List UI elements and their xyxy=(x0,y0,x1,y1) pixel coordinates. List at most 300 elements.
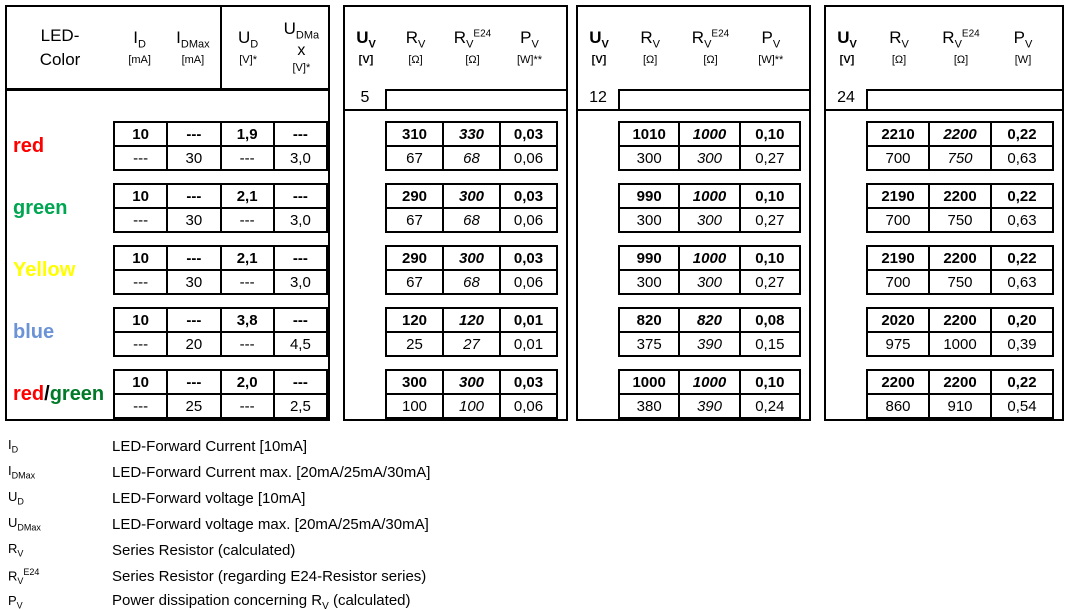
data-cell: 25 xyxy=(387,333,444,355)
data-cell: --- xyxy=(115,395,168,417)
data-cell: 2190 xyxy=(868,185,930,207)
symbol-label: $P_V$ xyxy=(520,28,539,51)
data-cell: --- xyxy=(168,185,221,207)
data-cell: 2020 xyxy=(868,309,930,331)
led-color-label-part: red xyxy=(13,382,45,405)
data-cell: 0,10 xyxy=(755,125,785,143)
led-color-label xyxy=(7,245,113,295)
data-cell: 1000 xyxy=(930,333,992,355)
data-cell: --- xyxy=(222,333,275,355)
data-row xyxy=(620,123,799,147)
unit-label: [V] xyxy=(839,53,855,66)
data-cell: 0,10 xyxy=(755,373,785,391)
data-row xyxy=(868,209,1052,231)
led-row-band xyxy=(7,183,328,233)
data-cell: --- xyxy=(168,123,221,145)
data-cell: --- xyxy=(115,209,168,231)
data-cell: --- xyxy=(292,125,308,143)
column-header xyxy=(501,7,558,88)
value-block xyxy=(385,121,558,171)
data-cell: 0,08 xyxy=(755,311,785,329)
data-cell: --- xyxy=(222,209,275,231)
unit-label: [mA] xyxy=(181,53,205,66)
data-cell: --- xyxy=(292,311,308,329)
data-row xyxy=(620,333,799,355)
unit-label: [V] xyxy=(358,53,374,66)
data-cell: 750 xyxy=(930,209,992,231)
supply-voltage-spacer-box xyxy=(618,89,809,109)
data-row xyxy=(620,247,799,271)
data-row xyxy=(387,271,556,293)
data-row xyxy=(868,371,1052,395)
data-cell: 820 xyxy=(680,309,740,331)
data-row xyxy=(115,247,326,271)
data-cell: 990 xyxy=(620,247,680,269)
supply-voltage-row xyxy=(345,88,566,111)
data-row xyxy=(620,185,799,209)
value-block xyxy=(618,307,801,357)
column-header xyxy=(826,7,868,88)
data-cell: --- xyxy=(292,373,308,391)
data-cell: 300 xyxy=(444,185,501,207)
legend-row xyxy=(8,589,1069,610)
data-row xyxy=(868,147,1052,169)
data-row xyxy=(115,123,326,147)
led-color-label-part: / xyxy=(44,382,50,405)
legend-description: LED-Forward Current max. [20mA/25mA/30mA] xyxy=(112,463,431,481)
group-header xyxy=(345,7,566,88)
data-cell: 25 xyxy=(168,395,221,417)
data-row xyxy=(620,371,799,395)
data-cell: 120 xyxy=(387,309,444,331)
data-cell: 390 xyxy=(680,395,740,417)
unit-label: [W] xyxy=(1014,53,1032,66)
data-cell: 330 xyxy=(444,123,501,145)
data-cell: 67 xyxy=(387,147,444,169)
value-block xyxy=(113,369,328,419)
voltage-group-12v xyxy=(576,5,811,421)
symbol-label: $R_V$ xyxy=(640,28,660,51)
value-block xyxy=(618,369,801,419)
data-cell: --- xyxy=(115,271,168,293)
supply-voltage-spacer-box xyxy=(866,89,1062,109)
data-cell: 2,1 xyxy=(222,185,275,207)
data-cell: --- xyxy=(115,147,168,169)
legend-description: Series Resistor (calculated) xyxy=(112,541,296,559)
data-cell: 0,01 xyxy=(513,311,544,329)
data-row xyxy=(387,309,556,333)
legend-symbol: $I_{DMax}$ xyxy=(8,463,36,481)
symbol-label: $P_V$ xyxy=(1013,28,1033,51)
legend-row xyxy=(8,563,1069,589)
column-header xyxy=(113,7,166,88)
data-row xyxy=(115,271,326,293)
data-cell: 30 xyxy=(168,271,221,293)
data-cell: 300 xyxy=(680,271,740,293)
data-cell: 0,22 xyxy=(1007,249,1037,267)
column-header xyxy=(345,7,387,88)
data-cell: 0,03 xyxy=(513,373,544,391)
data-cell: 67 xyxy=(387,271,444,293)
data-row xyxy=(387,147,556,169)
column-header xyxy=(868,7,930,88)
data-cell: 300 xyxy=(680,147,740,169)
data-row xyxy=(868,247,1052,271)
data-cell: 1000 xyxy=(680,185,740,207)
data-cell: 3,0 xyxy=(289,273,311,291)
value-block xyxy=(866,121,1054,171)
data-row xyxy=(620,395,799,417)
data-cell: 3,0 xyxy=(289,211,311,229)
legend-description: LED-Forward Current [10mA] xyxy=(112,437,308,455)
legend-row xyxy=(8,485,1069,511)
data-cell: 68 xyxy=(444,147,501,169)
value-block xyxy=(866,245,1054,295)
voltage-groups xyxy=(330,5,1064,421)
value-block xyxy=(385,369,558,419)
data-cell: 300 xyxy=(444,371,501,393)
data-cell: 10 xyxy=(115,247,168,269)
unit-label: [Ω] xyxy=(465,53,480,66)
led-row-band xyxy=(618,121,801,171)
data-cell: 2200 xyxy=(930,247,992,269)
led-color-label-part: green xyxy=(13,196,68,219)
symbol-label: $R_V$ xyxy=(405,28,426,51)
data-cell: 0,27 xyxy=(755,149,785,167)
data-row xyxy=(868,395,1052,417)
led-row-band xyxy=(385,245,558,295)
symbol-label: $P_V$ xyxy=(761,28,781,51)
data-cell: 2200 xyxy=(930,185,992,207)
data-cell: 300 xyxy=(387,371,444,393)
data-cell: 0,06 xyxy=(513,273,544,291)
led-row-band xyxy=(385,121,558,171)
data-cell: 0,27 xyxy=(755,211,785,229)
symbol-label: $I_{DMax}$ xyxy=(176,28,210,51)
data-row xyxy=(115,147,326,169)
data-cell: 2,5 xyxy=(289,397,311,415)
data-cell: 0,20 xyxy=(1007,311,1037,329)
group-header xyxy=(578,7,809,88)
led-color-label xyxy=(7,183,113,233)
led-row-band xyxy=(7,369,328,419)
led-color-label-part: blue xyxy=(13,320,55,343)
symbol-label: $R_V^{E24}$ xyxy=(453,28,492,51)
data-row xyxy=(387,123,556,147)
led-row-band xyxy=(866,245,1054,295)
value-block xyxy=(866,369,1054,419)
voltage-group-5v xyxy=(343,5,568,421)
data-cell: 2,0 xyxy=(222,371,275,393)
data-cell: 2,1 xyxy=(222,247,275,269)
data-cell: 1000 xyxy=(680,371,740,393)
data-row xyxy=(868,309,1052,333)
data-cell: 1000 xyxy=(620,371,680,393)
data-cell: 910 xyxy=(930,395,992,417)
data-cell: 700 xyxy=(868,147,930,169)
value-block xyxy=(113,121,328,171)
data-row xyxy=(620,309,799,333)
value-block xyxy=(618,245,801,295)
data-row xyxy=(387,185,556,209)
led-row-band xyxy=(618,369,801,419)
data-cell: 0,63 xyxy=(1007,211,1037,229)
unit-label: [Ω] xyxy=(891,53,907,66)
data-cell: 0,54 xyxy=(1007,397,1037,415)
group-header-columns xyxy=(387,7,558,88)
data-cell: 860 xyxy=(868,395,930,417)
data-cell: 300 xyxy=(444,247,501,269)
group-body xyxy=(578,111,809,419)
led-row-band xyxy=(385,307,558,357)
data-cell: 975 xyxy=(868,333,930,355)
data-cell: 20 xyxy=(168,333,221,355)
data-cell: 0,15 xyxy=(755,335,785,353)
legend-symbol: $P_V$ xyxy=(8,593,23,610)
led-color-label xyxy=(7,307,113,357)
symbol-label: $U_D$ xyxy=(238,28,259,51)
data-cell: 0,10 xyxy=(755,249,785,267)
symbol-label: $U_V$ xyxy=(589,28,609,51)
legend-symbol: $R_V^{E24}$ xyxy=(8,566,40,586)
data-cell: 68 xyxy=(444,209,501,231)
data-row xyxy=(868,123,1052,147)
data-cell: 2200 xyxy=(868,371,930,393)
voltage-group-24v xyxy=(824,5,1064,421)
led-color-label-part: green xyxy=(49,382,105,405)
data-cell: 700 xyxy=(868,271,930,293)
data-cell: 0,24 xyxy=(755,397,785,415)
value-block xyxy=(866,307,1054,357)
column-header xyxy=(680,7,740,88)
column-header xyxy=(387,7,444,88)
data-cell: 1000 xyxy=(680,247,740,269)
data-cell: --- xyxy=(115,333,168,355)
led-row-band xyxy=(385,369,558,419)
data-cell: 10 xyxy=(115,309,168,331)
legend xyxy=(0,433,1069,610)
data-cell: 27 xyxy=(444,333,501,355)
led-color-label-part: red xyxy=(13,134,45,157)
led-row-band xyxy=(618,307,801,357)
data-cell: --- xyxy=(292,249,308,267)
led-color-column-header xyxy=(7,7,113,88)
data-cell: --- xyxy=(168,247,221,269)
led-parameter-table xyxy=(5,5,330,421)
data-row xyxy=(115,395,326,417)
unit-label: [Ω] xyxy=(408,53,423,66)
data-cell: 820 xyxy=(620,309,680,331)
data-cell: 3,8 xyxy=(222,309,275,331)
data-cell: 1010 xyxy=(620,123,680,145)
legend-description: LED-Forward voltage max. [20mA/25mA/30mA] xyxy=(112,515,429,533)
data-row xyxy=(868,333,1052,355)
data-row xyxy=(387,247,556,271)
data-cell: 0,10 xyxy=(755,187,785,205)
led-row-band xyxy=(866,307,1054,357)
data-row xyxy=(115,185,326,209)
value-block xyxy=(113,183,328,233)
supply-voltage-spacer-box xyxy=(385,89,566,109)
led-color-label xyxy=(7,369,113,419)
value-block xyxy=(113,245,328,295)
supply-voltage-row xyxy=(578,88,809,111)
group-header xyxy=(826,7,1062,88)
legend-symbol: $U_D$ xyxy=(8,489,24,507)
data-cell: 0,39 xyxy=(1007,335,1037,353)
led-row-band xyxy=(866,369,1054,419)
group-body xyxy=(345,111,566,419)
data-cell: --- xyxy=(168,371,221,393)
data-cell: 300 xyxy=(680,209,740,231)
data-cell: 300 xyxy=(620,147,680,169)
led-table-header-columns xyxy=(113,7,328,88)
data-cell: 3,0 xyxy=(289,149,311,167)
data-cell: 2210 xyxy=(868,123,930,145)
data-cell: 100 xyxy=(444,395,501,417)
data-cell: 0,01 xyxy=(513,335,544,353)
data-row xyxy=(387,395,556,417)
legend-symbol: $I_D$ xyxy=(8,437,19,455)
column-header xyxy=(741,7,801,88)
legend-symbol: $R_V$ xyxy=(8,541,24,559)
unit-label: [W]** xyxy=(516,53,543,66)
unit-label: [Ω] xyxy=(703,53,718,66)
value-block xyxy=(618,121,801,171)
unit-label: [Ω] xyxy=(953,53,969,66)
symbol-label: $I_D$ xyxy=(133,28,146,51)
data-cell: 380 xyxy=(620,395,680,417)
supply-voltage-value: 5 xyxy=(360,89,370,106)
data-cell: 120 xyxy=(444,309,501,331)
data-row xyxy=(620,147,799,169)
data-cell: 750 xyxy=(930,271,992,293)
led-row-band xyxy=(866,183,1054,233)
data-cell: 0,06 xyxy=(513,149,544,167)
data-cell: 2200 xyxy=(930,309,992,331)
unit-label: [W]** xyxy=(758,53,784,66)
data-cell: 0,22 xyxy=(1007,125,1037,143)
value-block xyxy=(866,183,1054,233)
led-color-label xyxy=(7,121,113,171)
data-cell: 1,9 xyxy=(222,123,275,145)
column-header xyxy=(620,7,680,88)
column-header xyxy=(578,7,620,88)
data-row xyxy=(620,271,799,293)
led-row-band xyxy=(618,245,801,295)
led-row-band xyxy=(866,121,1054,171)
column-header xyxy=(930,7,992,88)
unit-label: [V]* xyxy=(292,62,311,75)
symbol-label: $U_V$ xyxy=(356,28,376,51)
data-cell: 100 xyxy=(387,395,444,417)
led-color-title-line1: LED- xyxy=(40,25,80,45)
data-row xyxy=(868,271,1052,293)
supply-voltage-row xyxy=(826,88,1062,111)
column-header xyxy=(166,7,219,88)
data-cell: 290 xyxy=(387,185,444,207)
symbol-label: $R_V$ xyxy=(889,28,909,51)
led-row-band xyxy=(618,183,801,233)
column-header xyxy=(275,7,328,88)
data-cell: 0,63 xyxy=(1007,273,1037,291)
data-cell: 10 xyxy=(115,371,168,393)
data-cell: 290 xyxy=(387,247,444,269)
data-cell: 2200 xyxy=(930,371,992,393)
legend-row xyxy=(8,537,1069,563)
data-row xyxy=(387,209,556,231)
data-cell: 4,5 xyxy=(289,335,311,353)
symbol-label: $R_V^{E24}$ xyxy=(942,28,980,51)
value-block xyxy=(385,307,558,357)
legend-row xyxy=(8,511,1069,537)
unit-label: [V] xyxy=(591,53,607,66)
data-cell: 68 xyxy=(444,271,501,293)
group-header-columns xyxy=(868,7,1054,88)
data-cell: 1000 xyxy=(680,123,740,145)
led-row-band xyxy=(7,307,328,357)
data-cell: 750 xyxy=(930,147,992,169)
data-cell: 2190 xyxy=(868,247,930,269)
data-cell: 0,03 xyxy=(513,249,544,267)
data-row xyxy=(115,309,326,333)
led-color-label-part: Yellow xyxy=(13,258,76,281)
data-row xyxy=(115,333,326,355)
data-cell: 0,06 xyxy=(513,397,544,415)
column-header xyxy=(220,7,275,88)
legend-symbol: $U_{DMax}$ xyxy=(8,515,41,533)
led-color-title-line2: Color xyxy=(39,49,81,69)
data-cell: 0,03 xyxy=(513,187,544,205)
data-cell: 0,22 xyxy=(1007,373,1037,391)
legend-description: Series Resistor (regarding E24-Resistor series) xyxy=(112,567,427,585)
value-block xyxy=(113,307,328,357)
legend-row xyxy=(8,433,1069,459)
legend-row xyxy=(8,459,1069,485)
data-cell: 0,03 xyxy=(513,125,544,143)
data-cell: 375 xyxy=(620,333,680,355)
data-cell: --- xyxy=(292,187,308,205)
data-cell: 30 xyxy=(168,209,221,231)
value-block xyxy=(618,183,801,233)
led-table-body xyxy=(7,91,328,419)
data-cell: 0,22 xyxy=(1007,187,1037,205)
data-row xyxy=(115,371,326,395)
value-block xyxy=(385,183,558,233)
data-cell: 10 xyxy=(115,123,168,145)
data-cell: 30 xyxy=(168,147,221,169)
data-cell: 2200 xyxy=(930,123,992,145)
data-cell: 700 xyxy=(868,209,930,231)
data-cell: 67 xyxy=(387,209,444,231)
symbol-label: $U_{DMa}$ xyxy=(283,19,320,42)
column-header xyxy=(992,7,1054,88)
led-row-band xyxy=(7,245,328,295)
symbol-label: $R_V^{E24}$ xyxy=(691,28,730,51)
data-row xyxy=(115,209,326,231)
unit-label: [mA] xyxy=(128,53,151,66)
data-row xyxy=(868,185,1052,209)
unit-label: [Ω] xyxy=(642,53,658,66)
supply-voltage-value: 24 xyxy=(837,89,855,106)
data-row xyxy=(620,209,799,231)
value-block xyxy=(385,245,558,295)
data-cell: 310 xyxy=(387,123,444,145)
symbol-label: $U_V$ xyxy=(837,28,857,51)
data-row xyxy=(387,333,556,355)
data-cell: 10 xyxy=(115,185,168,207)
data-cell: --- xyxy=(222,395,275,417)
